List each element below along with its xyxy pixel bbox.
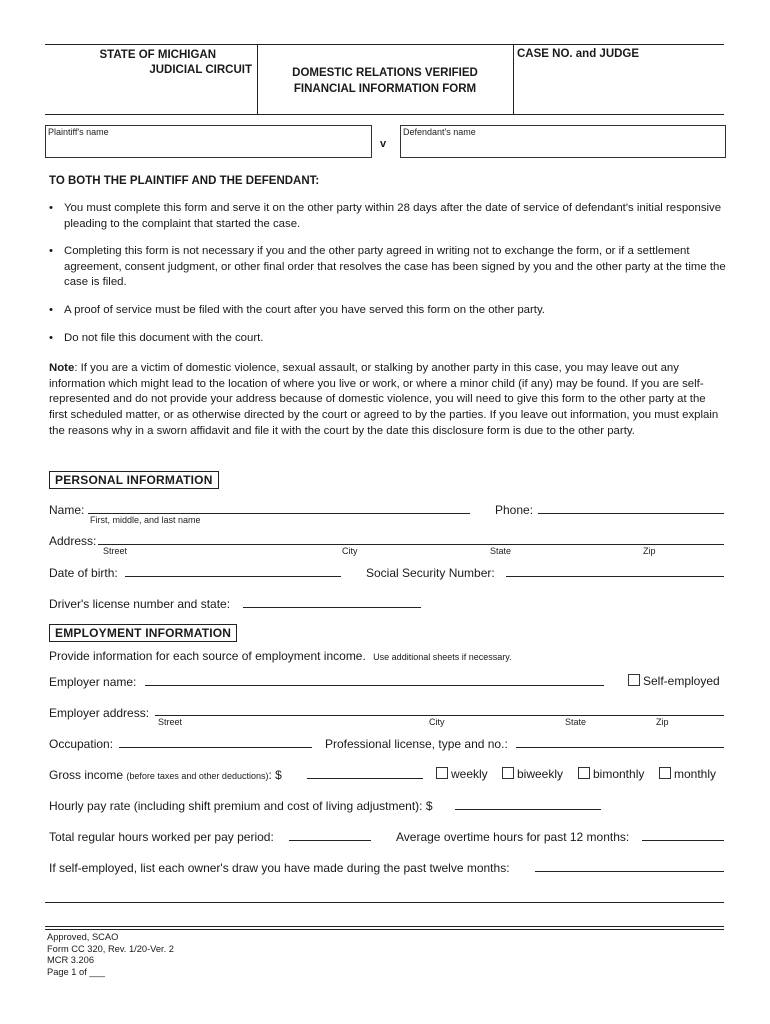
instruction-bullet-2 <box>49 244 729 291</box>
footer-rule-2 <box>45 929 724 930</box>
note-text: : If you are a victim of domestic violence, sexual assault, or stalking by another party in this case, you may leave out any information which might lead to the location of where you live or work, or where a minor child (if any) may be found. If you are self-represented and do not provide your address because of domestic violence, you will need to give this form to the other party at the first scheduled matter, or as otherwise directed by the court or agreed to by the parties. If you leave out information, you must explain the reasons why in a sworn affidavit and file it with the court by the date this disclosure form is due to the other party. <box>49 362 719 437</box>
monthly-checkbox[interactable] <box>659 767 671 779</box>
name-field[interactable] <box>88 513 470 514</box>
bullet-dot: • <box>49 202 53 214</box>
defendant-name-label: Defendant's name <box>403 127 476 137</box>
owner-draw-label: If self-employed, list each owner's draw you have made during the past twelve months: <box>49 861 510 875</box>
address-field[interactable] <box>98 544 724 545</box>
plaintiff-name-box[interactable] <box>45 125 372 158</box>
name-label: Name: <box>49 503 85 517</box>
bullet-text: A proof of service must be filed with the court after you have served this form on the other party. <box>64 304 545 316</box>
weekly-option[interactable] <box>436 767 488 781</box>
employer-address-field[interactable] <box>155 715 724 716</box>
bimonthly-option[interactable] <box>578 767 644 781</box>
footer-page-number: Page 1 of ___ <box>47 966 105 977</box>
address-state-hint: State <box>490 546 512 556</box>
case-number-field[interactable] <box>517 66 721 108</box>
ssn-field[interactable] <box>506 576 724 577</box>
employer-street-hint: Street <box>158 717 183 727</box>
occupation-field[interactable] <box>119 747 312 748</box>
defendant-name-box[interactable] <box>400 125 726 158</box>
note-paragraph <box>49 361 727 440</box>
case-number-label: CASE NO. and JUDGE <box>517 48 640 60</box>
personal-info-title: PERSONAL INFORMATION <box>49 471 219 489</box>
biweekly-label: biweekly <box>517 767 564 781</box>
employment-intro <box>49 649 512 663</box>
bullet-dot: • <box>49 304 53 316</box>
bullet-dot: • <box>49 245 53 257</box>
bullet-dot: • <box>49 332 53 344</box>
versus-label: v <box>380 138 387 150</box>
instructions-heading: TO BOTH THE PLAINTIFF AND THE DEFENDANT: <box>49 175 320 187</box>
employment-intro-text: Provide information for each source of employment income. <box>49 649 366 663</box>
plaintiff-name-label: Plaintiff's name <box>48 127 109 137</box>
phone-field[interactable] <box>538 513 724 514</box>
overtime-hours-label: Average overtime hours for past 12 months: <box>396 830 630 844</box>
form-title-line2: FINANCIAL INFORMATION FORM <box>293 82 477 95</box>
phone-label: Phone: <box>495 503 534 517</box>
header-divider-2 <box>513 44 514 114</box>
self-employed-checkbox[interactable] <box>628 674 640 686</box>
dob-field[interactable] <box>125 576 341 577</box>
ssn-label: Social Security Number: <box>366 566 495 580</box>
gross-income-field[interactable] <box>307 778 423 779</box>
owner-draw-field[interactable] <box>535 871 724 872</box>
monthly-option[interactable] <box>659 767 716 781</box>
footer-mcr: MCR 3.206 <box>47 955 95 965</box>
monthly-label: monthly <box>674 767 717 781</box>
note-label: Note <box>49 362 75 374</box>
professional-license-label: Professional license, type and no.: <box>325 737 508 751</box>
biweekly-option[interactable] <box>502 767 563 781</box>
gross-income-text: Gross income <box>49 768 124 782</box>
gross-income-note: (before taxes and other deductions) <box>126 771 269 781</box>
bimonthly-checkbox[interactable] <box>578 767 590 779</box>
overtime-hours-field[interactable] <box>642 840 724 841</box>
form-title-line1: DOMESTIC RELATIONS VERIFIED <box>292 67 478 79</box>
footer-approved: Approved, SCAO <box>47 932 119 942</box>
professional-license-field[interactable] <box>516 747 724 748</box>
bullet-text: Do not file this document with the court. <box>64 332 264 344</box>
occupation-label: Occupation: <box>49 737 114 751</box>
drivers-license-field[interactable] <box>243 607 421 608</box>
bullet-text: You must complete this form and serve it on the other party within 28 days after the date of service of defendant's initial responsive pleading to the complaint that started the case. <box>64 202 722 230</box>
employer-state-hint: State <box>565 717 587 727</box>
form-title <box>257 66 513 97</box>
self-employed-option[interactable] <box>628 674 720 688</box>
instruction-bullet-1 <box>49 201 729 232</box>
name-hint: First, middle, and last name <box>90 515 201 525</box>
weekly-checkbox[interactable] <box>436 767 448 779</box>
bimonthly-label: bimonthly <box>593 767 645 781</box>
biweekly-checkbox[interactable] <box>502 767 514 779</box>
state-name: STATE OF MICHIGAN <box>99 49 216 61</box>
header-top-rule <box>45 44 724 45</box>
circuit-name: JUDICIAL CIRCUIT <box>149 64 252 76</box>
address-street-hint: Street <box>103 546 128 556</box>
employer-name-label: Employer name: <box>49 675 137 689</box>
dob-label: Date of birth: <box>49 566 118 580</box>
self-employed-label: Self-employed <box>643 674 720 688</box>
weekly-label: weekly <box>451 767 488 781</box>
address-city-hint: City <box>342 546 358 556</box>
employer-city-hint: City <box>429 717 445 727</box>
employer-name-field[interactable] <box>145 685 604 686</box>
instruction-bullet-4 <box>49 331 729 347</box>
drivers-license-label: Driver's license number and state: <box>49 597 231 611</box>
gross-income-dollar: : $ <box>268 768 282 782</box>
regular-hours-label: Total regular hours worked per pay period: <box>49 830 274 844</box>
employer-zip-hint: Zip <box>656 717 669 727</box>
employment-intro-note: Use additional sheets if necessary. <box>373 652 512 662</box>
address-label: Address: <box>49 534 97 548</box>
footer-rule-1 <box>45 926 724 927</box>
owner-draw-field-line-2[interactable] <box>45 902 724 903</box>
footer-form-number: Form CC 320, Rev. 1/20-Ver. 2 <box>47 943 174 954</box>
form-footer <box>47 932 174 978</box>
instruction-bullet-3 <box>49 303 729 319</box>
hourly-pay-field[interactable] <box>455 809 601 810</box>
address-zip-hint: Zip <box>643 546 656 556</box>
employer-address-label: Employer address: <box>49 706 150 720</box>
court-name <box>45 48 252 78</box>
employment-info-title: EMPLOYMENT INFORMATION <box>49 624 237 642</box>
header-bottom-rule <box>45 114 724 115</box>
bullet-text: Completing this form is not necessary if you and the other party agreed in writing not to exchange the form, or if a settlement agreement, consent judgment, or other final order that resolves the case has been signed by you and the other party at the time the case is filed. <box>64 245 726 288</box>
gross-income-label <box>49 768 282 782</box>
hourly-pay-label: Hourly pay rate (including shift premium and cost of living adjustment): $ <box>49 799 433 813</box>
regular-hours-field[interactable] <box>289 840 371 841</box>
